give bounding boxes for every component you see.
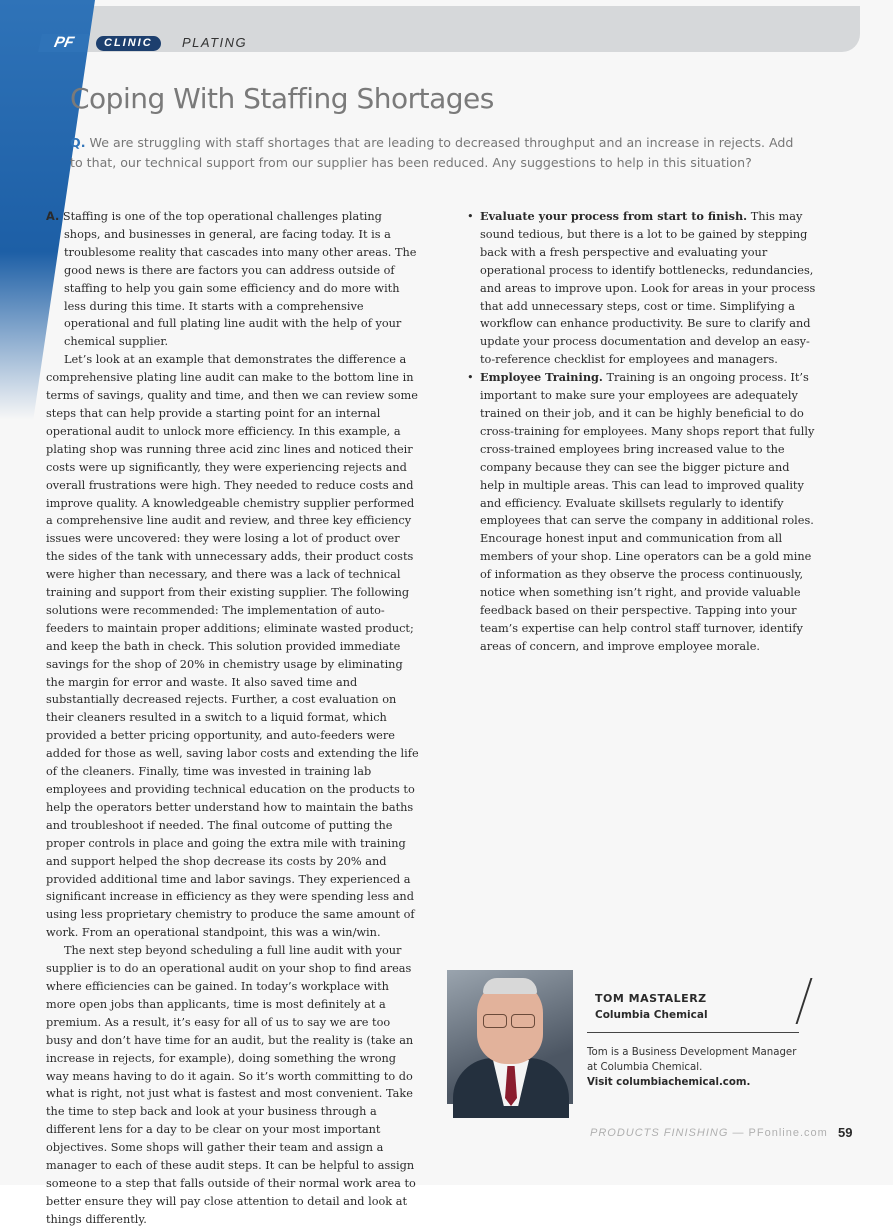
answer-label: A.: [46, 210, 60, 223]
divider: [587, 1032, 799, 1033]
answer-paragraph-1: A. Staffing is one of the top operational challenges plating shops, and businesses in general, are facing today. It is a troublesome reality that cascades into many other areas. The good news is there are factors you can address outside of staffing to help you gain some efficiency and do more with less during this time. It starts with a comprehensive operational and full plating line audit with the help of your chemical supplier.: [46, 210, 417, 349]
bullet-heading: Evaluate your process from start to finish.: [480, 209, 748, 223]
left-column: [46, 208, 420, 1229]
bullet-heading: Employee Training.: [480, 370, 603, 385]
author-bio: Tom is a Business Development Manager at Columbia Chemical. Visit columbiachemical.com.: [587, 1047, 797, 1088]
section-label: PLATING: [182, 35, 248, 50]
author-box: [447, 970, 817, 1106]
page-footer: [590, 1127, 828, 1139]
author-company: Columbia Chemical: [595, 1009, 708, 1021]
article-title: Coping With Staffing Shortages: [70, 82, 494, 115]
footer-website: PFonline.com: [748, 1127, 828, 1139]
question-label: Q.: [70, 135, 86, 150]
tips-list: [462, 208, 816, 656]
answer-paragraph-3: The next step beyond scheduling a full line audit with your supplier is to do an operational audit on your shop to find areas where efficiencies can be gained. In today’s workplace with more open jobs than applicants, time is most definitely at a premium. As a result, it’s easy for all of us to say we are too busy and don’t have time for an audit, but the reality is (take an increase in rejects, for example), doing something the wrong way means having to do it again. So it’s worth committing to do what is right, not just what is fastest and most convenient. Take the time to step back and look at your business through a different lens for a day to be clear on your most important objectives. Some shops will gather their team and assign a manager to each of these audit steps. It can be helpful to assign someone to a step that falls outside of their normal work area to better ensure they will pay close attention to detail and look at things differently.: [46, 944, 416, 1226]
pf-logo: PF: [38, 34, 90, 52]
right-column: [462, 208, 816, 656]
bullet-text: This may sound tedious, but there is a lot to be gained by stepping back with a fresh perspective and evaluating your operational process to identify bottlenecks, redundancies, and areas to improve upon. Look for areas in your process that add unnecessary steps, cost or time. Simplifying a workflow can enhance productivity. Be sure to clarify and update your process documentation and develop an easy-to-reference checklist for employees and managers.: [480, 210, 816, 367]
answer-paragraph-2: Let’s look at an example that demonstrates the difference a comprehensive plating line audit can make to the bottom line in terms of savings, quality and time, and then we can review some steps that can help provide a starting point for an internal operational audit to unlock more efficiency. In this example, a plating shop was running three acid zinc lines and noticed their costs were up significantly, they were experiencing rejects and overall frustrations were high. They needed to reduce costs and improve quality. A knowledgeable chemistry supplier performed a comprehensive line audit and review, and three key efficiency issues were uncovered: they were losing a lot of product over the sides of the tank with unnecessary adds, their product costs were higher than necessary, and there was a lack of technical training and support from their existing supplier. The following solutions were recommended: The implementation of auto-feeders to maintain proper additions; eliminate wasted product; and keep the bath in check. This solution provided immediate savings for the shop of 20% in chemistry usage by eliminating the margin for error and waste. It also saved time and substantially decreased rejects. Further, a cost evaluation on their cleaners resulted in a switch to a liquid format, which provided a better pricing opportunity, and auto-feeders were added for those as well, saving labor costs and extending the life of the cleaners. Finally, time was invested in training lab employees and providing technical education on the products to help the operators better understand how to maintain the baths and troubleshoot if needed. The final outcome of putting the proper controls in place and going the extra mile with training and support helped the shop decrease its costs by 20% and provided additional time and labor savings. They experienced a significant increase in efficiency as they were spending less and using less proprietary chemistry to produce the same amount of work. From an operational standpoint, this was a win/win.: [46, 353, 419, 940]
footer-separator: —: [732, 1127, 745, 1139]
page-number: 59: [838, 1125, 853, 1140]
bullet-text: Training is an ongoing process. It’s important to make sure your employees are adequately trained on their job, and it can be highly beneficial to do cross-training for employees. Many shops report that fully cross-trained employees bring increased value to the company because they can see the bigger picture and help in multiple areas. This can lead to improved quality and efficiency. Evaluate skillsets regularly to identify employees that can serve the company in additional roles. Encourage honest input and communication from all members of your shop. Line operators can be a gold mine of information as they observe the process continuously, notice when something isn’t right, and provide valuable feedback based on their perspective. Tapping into your team’s expertise can help control staff turnover, identify areas of concern, and improve employee morale.: [480, 371, 815, 653]
divider-slash: [796, 978, 813, 1024]
question-text: We are struggling with staff shortages that are leading to decreased throughput and an increase in rejects. Add to that, our technical support from our supplier has been reduced. Any suggestions to help in this situation?: [70, 135, 794, 170]
author-name: TOM MASTALERZ: [595, 992, 707, 1005]
author-website: Visit columbiachemical.com.: [587, 1077, 751, 1088]
list-item: [462, 369, 816, 656]
question-block: [70, 133, 800, 173]
author-photo: [447, 970, 573, 1104]
publication-name: PRODUCTS FINISHING: [590, 1127, 729, 1139]
clinic-badge: CLINIC: [96, 36, 161, 51]
list-item: [462, 208, 816, 369]
